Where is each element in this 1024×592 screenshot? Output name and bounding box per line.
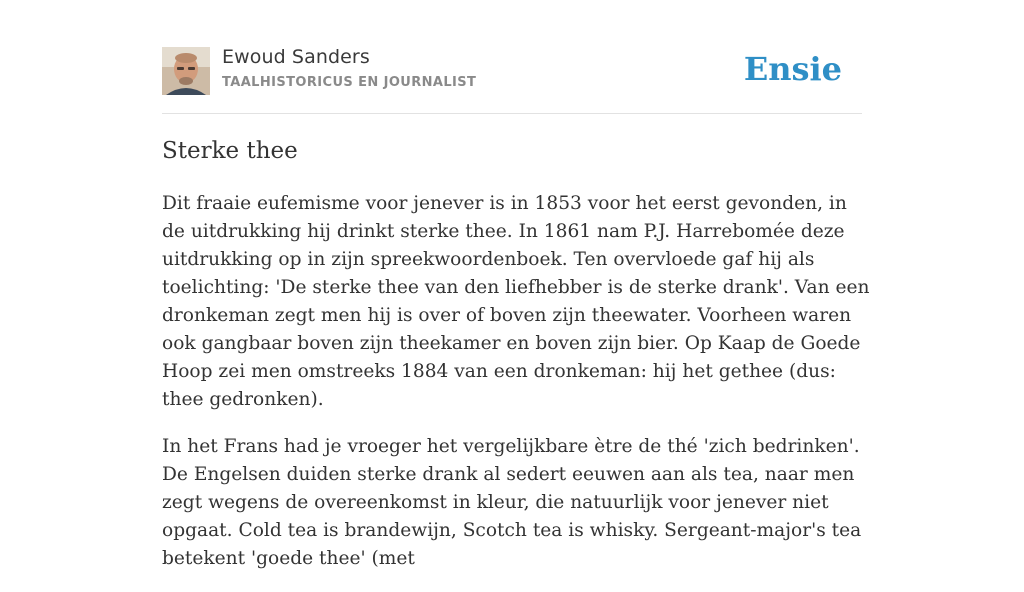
article-paragraph: Dit fraaie eufemisme voor jenever is in 1853 voor het eerst gevonden, in de uitdrukking hij drinkt sterke thee. In 1861 nam P.J. Harrebomée deze uitdrukking op in zijn spreekwoordenboek. Ten overvloede gaf hij als toelichting: 'De sterke thee van den liefhebber is de sterke drank'. Van een dronkeman zegt men hij is over of boven zijn theewater. Voorheen waren ook gangbaar boven zijn theekamer en boven zijn bier. Op Kaap de Goede Hoop zei men omstreeks 1884 van een dronkeman: hij het gethee (dus: thee gedronken). — [162, 193, 870, 410]
author-role: TAALHISTORICUS EN JOURNALIST — [222, 75, 477, 90]
article-title: Sterke thee — [162, 138, 298, 164]
article-paragraph: In het Frans had je vroeger het vergelijkbare ètre de thé 'zich bedrinken'. De Engelsen duiden sterke drank al sedert eeuwen aan als tea, naar men zegt wegens de overeenkomst in kleur, die natuurlijk voor jenever niet opgaat. Cold tea is brandewijn, Scotch tea is whisky. Sergeant-major's tea betekent 'goede thee' (met — [162, 436, 862, 569]
article-body — [162, 190, 874, 592]
header-divider — [162, 113, 862, 114]
author-header — [162, 46, 862, 96]
author-photo — [162, 47, 210, 95]
site-logo[interactable]: Ensie — [743, 50, 842, 88]
author-avatar[interactable] — [162, 47, 210, 95]
author-name[interactable]: Ewoud Sanders — [222, 46, 370, 68]
